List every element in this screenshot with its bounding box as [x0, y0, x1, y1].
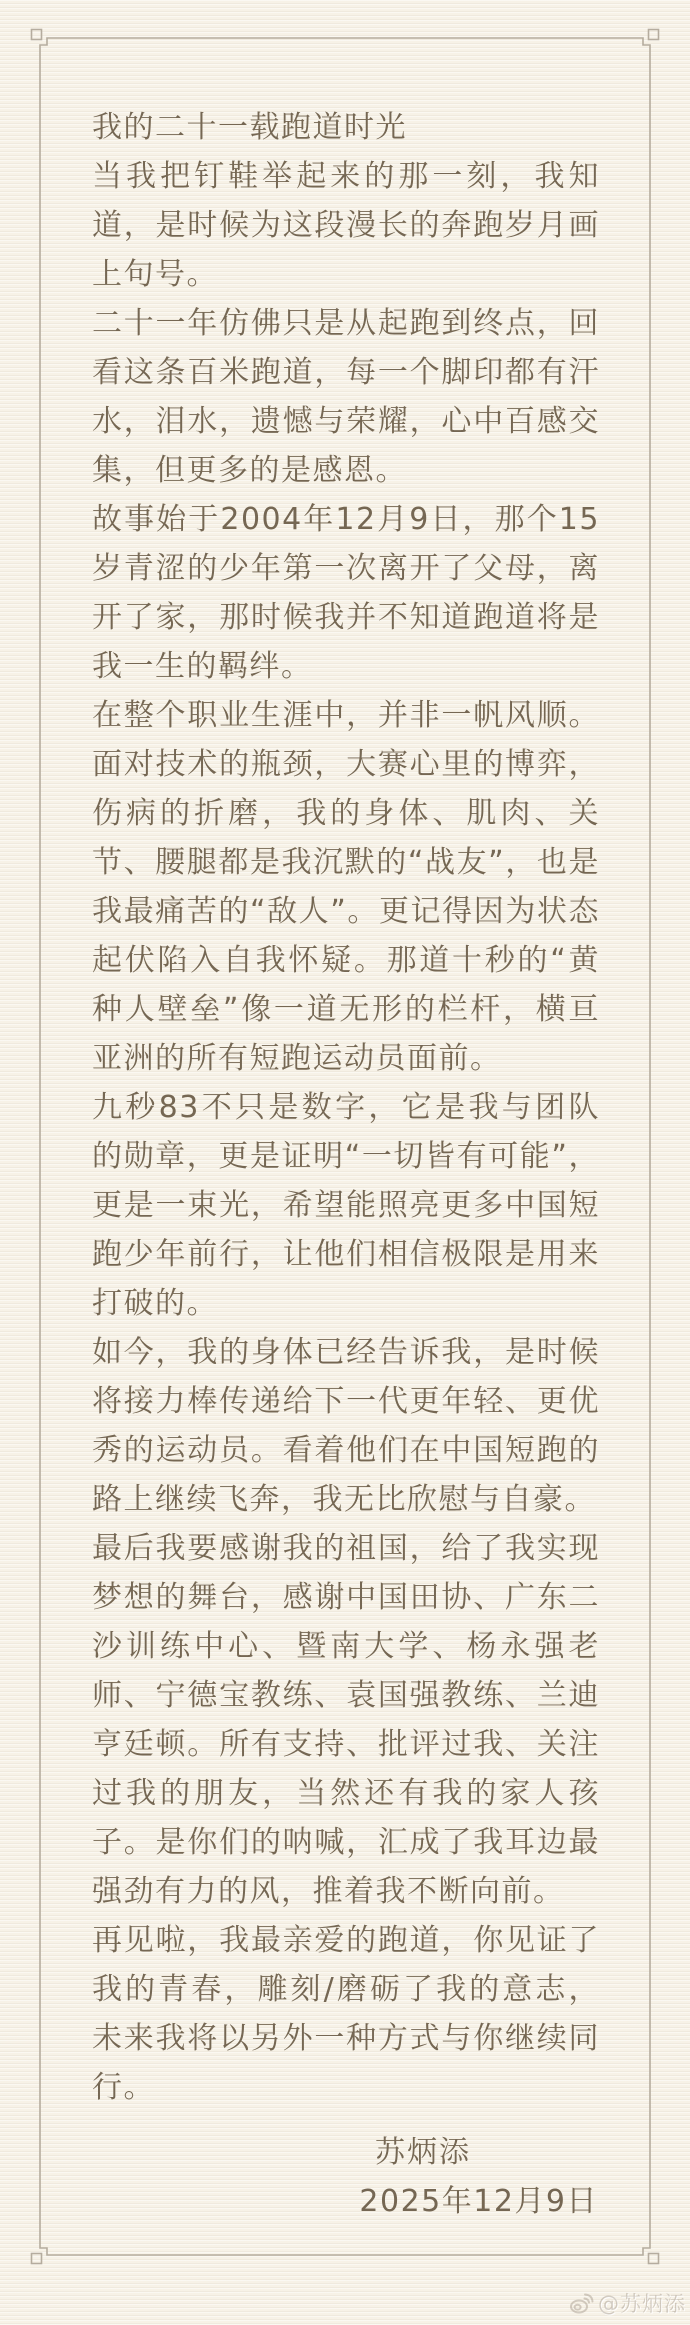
watermark: [569, 2286, 686, 2320]
letter-paragraph: 九秒83不只是数字，它是我与团队的勋章，更是证明“一切皆有可能”，更是一束光，希望能照亮更多中国短跑少年前行，让他们相信极限是用来打破的。: [92, 1090, 600, 1321]
frame-corner-square: [32, 30, 42, 40]
signature-name: 苏炳添: [375, 2135, 471, 2170]
frame-corner-square: [32, 2254, 42, 2264]
weibo-icon: [569, 2292, 595, 2314]
signature-date: 2025年12月9日: [359, 2184, 598, 2219]
letter-title: 我的二十一载跑道时光: [92, 110, 407, 145]
letter-paragraph: 再见啦，我最亲爱的跑道，你见证了我的青春，雕刻/磨砺了我的意志，未来我将以另外一种方式与你继续同行。: [92, 1923, 600, 2105]
letter-paragraph: 当我把钉鞋举起来的那一刻，我知道，是时候为这段漫长的奔跑岁月画上句号。: [92, 159, 600, 292]
letter-paragraph: 故事始于2004年12月9日，那个15岁青涩的少年第一次离开了父母，离开了家，那时候我并不知道跑道将是我一生的羁绊。: [92, 502, 600, 684]
letter-paragraph: 二十一年仿佛只是从起跑到终点，回看这条百米跑道，每一个脚印都有汗水，泪水，遗憾与荣耀，心中百感交集，但更多的是感恩。: [92, 306, 600, 488]
letter-content: [92, 103, 600, 2226]
frame-corner-square: [649, 30, 659, 40]
frame-corner-square: [649, 2254, 659, 2264]
letter-paragraph: 最后我要感谢我的祖国，给了我实现梦想的舞台，感谢中国田协、广东二沙训练中心、暨南大学、杨永强老师、宁德宝教练、袁国强教练、兰迪亨廷顿。所有支持、批评过我、关注过我的朋友，当然还有我的家人孩子。是你们的呐喊，汇成了我耳边最强劲有力的风，推着我不断向前。: [92, 1531, 600, 1909]
watermark-handle: @苏炳添: [598, 2292, 686, 2316]
letter-paragraph: 在整个职业生涯中，并非一帆风顺。面对技术的瓶颈，大赛心里的博弈，伤病的折磨，我的身体、肌肉、关节、腰腿都是我沉默的“战友”，也是我最痛苦的“敌人”。更记得因为状态起伏陷入自我怀疑。那道十秒的“黄种人壁垒”像一道无形的栏杆，横亘亚洲的所有短跑运动员面前。: [92, 698, 600, 1076]
letter-paragraph: 如今，我的身体已经告诉我，是时候将接力棒传递给下一代更年轻、更优秀的运动员。看着他们在中国短跑的路上继续飞奔，我无比欣慰与自豪。: [92, 1335, 600, 1517]
